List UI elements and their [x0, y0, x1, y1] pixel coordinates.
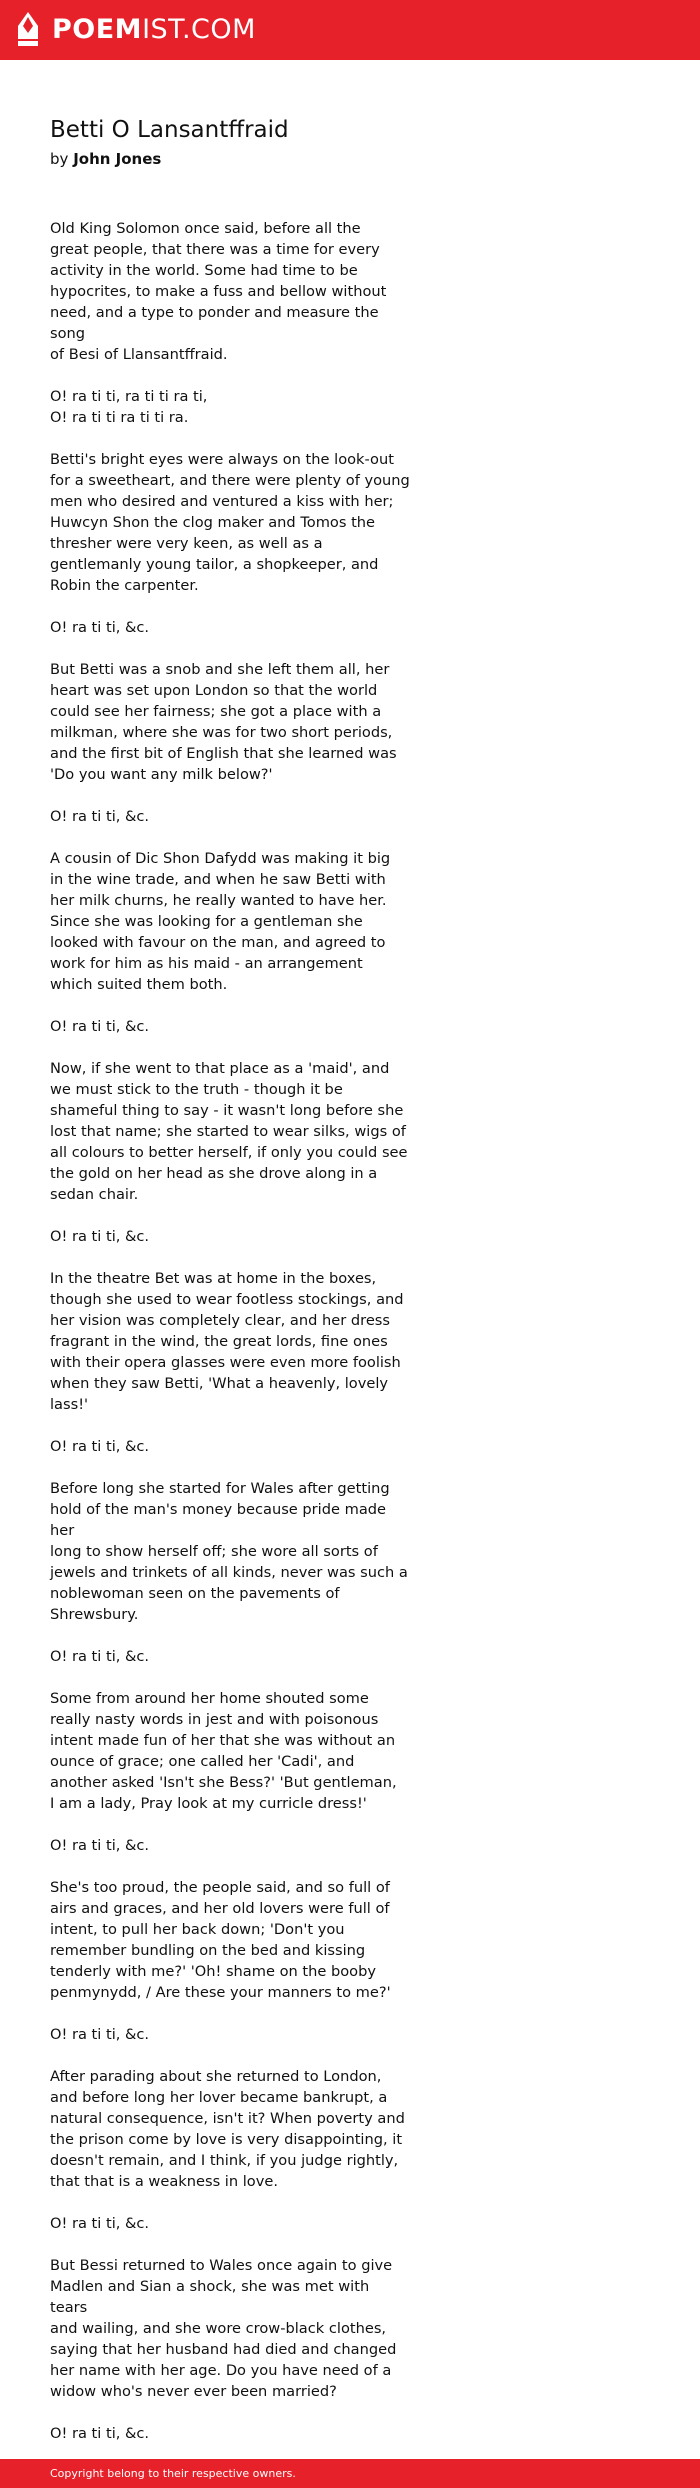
poem-stanza: After parading about she returned to London, and before long her lover became bankrupt, a natural consequence, isn't it? When poverty and the prison come by love is very disappointing, it doesn't remain, and I think, if you judge rightly, that that is a weakness in love. [50, 2068, 405, 2190]
logo-text-bold: POEM [52, 14, 143, 45]
copyright-text: Copyright belong to their respective owners. [50, 2467, 296, 2480]
site-footer [0, 2459, 700, 2488]
poem-stanza: A cousin of Dic Shon Dafydd was making it big in the wine trade, and when he saw Betti with her milk churns, he really wanted to have her. Since she was looking for a gentleman she looked with favour on the man, and agreed to work for him as his maid - an arrangement which suited them both. [50, 850, 391, 993]
poem-stanza: O! ra ti ti, &c. [50, 1648, 150, 1665]
poem-title: Betti O Lansantffraid [50, 117, 289, 143]
poem-stanza: Old King Solomon once said, before all the great people, that there was a time for every activity in the world. Some had time to be hypocrites, to make a fuss and bellow without need, and a type to ponder and measure the song of Besi of Llansantffraid. [50, 220, 387, 363]
poem-stanza: In the theatre Bet was at home in the boxes, though she used to wear footless stockings, and her vision was completely clear, and her dress fragrant in the wind, the great lords, fine ones with their opera glasses were even more foolish when they saw Betti, 'What a heavenly, lovely lass!' [50, 1270, 404, 1413]
poem-stanza: O! ra ti ti, &c. [50, 1018, 150, 1035]
poem-stanza: O! ra ti ti, ra ti ti ra ti, O! ra ti ti ra ti ti ra. [50, 388, 208, 426]
author-name[interactable]: John Jones [73, 150, 162, 168]
poem-stanza: O! ra ti ti, &c. [50, 1228, 150, 1245]
poem-stanza: But Bessi returned to Wales once again to give Madlen and Sian a shock, she was met with tears and wailing, and she wore crow-black clothes, saying that her husband had died and changed her name with her age. Do you have need of a widow who's never ever been married? [50, 2257, 397, 2400]
poem-stanza: O! ra ti ti, &c. [50, 2215, 150, 2232]
poem-stanza: O! ra ti ti, &c. [50, 2425, 150, 2442]
byline-label: by [50, 150, 69, 168]
site-header [0, 0, 700, 60]
poem-stanza: O! ra ti ti, &c. [50, 1837, 150, 1854]
poem-stanza: O! ra ti ti, &c. [50, 619, 150, 636]
site-logo-text [52, 11, 256, 49]
poem-body [50, 218, 410, 2444]
poem-byline [50, 148, 410, 170]
pencil-nib-icon [16, 11, 40, 49]
poem-stanza: Now, if she went to that place as a 'maid', and we must stick to the truth - though it be shameful thing to say - it wasn't long before she lost that name; she started to wear silks, wigs of all colours to better herself, if only you could see the gold on her head as she drove along in a sedan chair. [50, 1060, 408, 1203]
poem-stanza: But Betti was a snob and she left them all, her heart was set upon London so that the world could see her fairness; she got a place with a milkman, where she was for two short periods, and the first bit of English that she learned was 'Do you want any milk below?' [50, 661, 397, 783]
poem-stanza: Betti's bright eyes were always on the look-out for a sweetheart, and there were plenty of young men who desired and ventured a kiss with her; Huwcyn Shon the clog maker and Tomos the thresher were very keen, as well as a gentlemanly young tailor, a shopkeeper, and Robin the carpenter. [50, 451, 410, 594]
poem-stanza: O! ra ti ti, &c. [50, 808, 150, 825]
site-logo[interactable] [16, 11, 256, 49]
poem-stanza: O! ra ti ti, &c. [50, 2026, 150, 2043]
poem-stanza: Before long she started for Wales after getting hold of the man's money because pride made her long to show herself off; she wore all sorts of jewels and trinkets of all kinds, never was such a noblewoman seen on the pavements of Shrewsbury. [50, 1480, 408, 1623]
logo-text-light: IST.COM [142, 14, 256, 45]
poem-stanza: Some from around her home shouted some really nasty words in jest and with poisonous intent made fun of her that she was without an ounce of grace; one called her 'Cadi', and another asked 'Isn't she Bess?' 'But gentleman, I am a lady, Pray look at my curricle dress!' [50, 1690, 397, 1812]
poem-container [50, 114, 410, 2465]
poem-stanza: O! ra ti ti, &c. [50, 1438, 150, 1455]
poem-stanza: She's too proud, the people said, and so full of airs and graces, and her old lovers were full of intent, to pull her back down; 'Don't you remember bundling on the bed and kissing tenderly with me?' 'Oh! shame on the booby penmynydd, / Are these your manners to me?' [50, 1879, 391, 2001]
